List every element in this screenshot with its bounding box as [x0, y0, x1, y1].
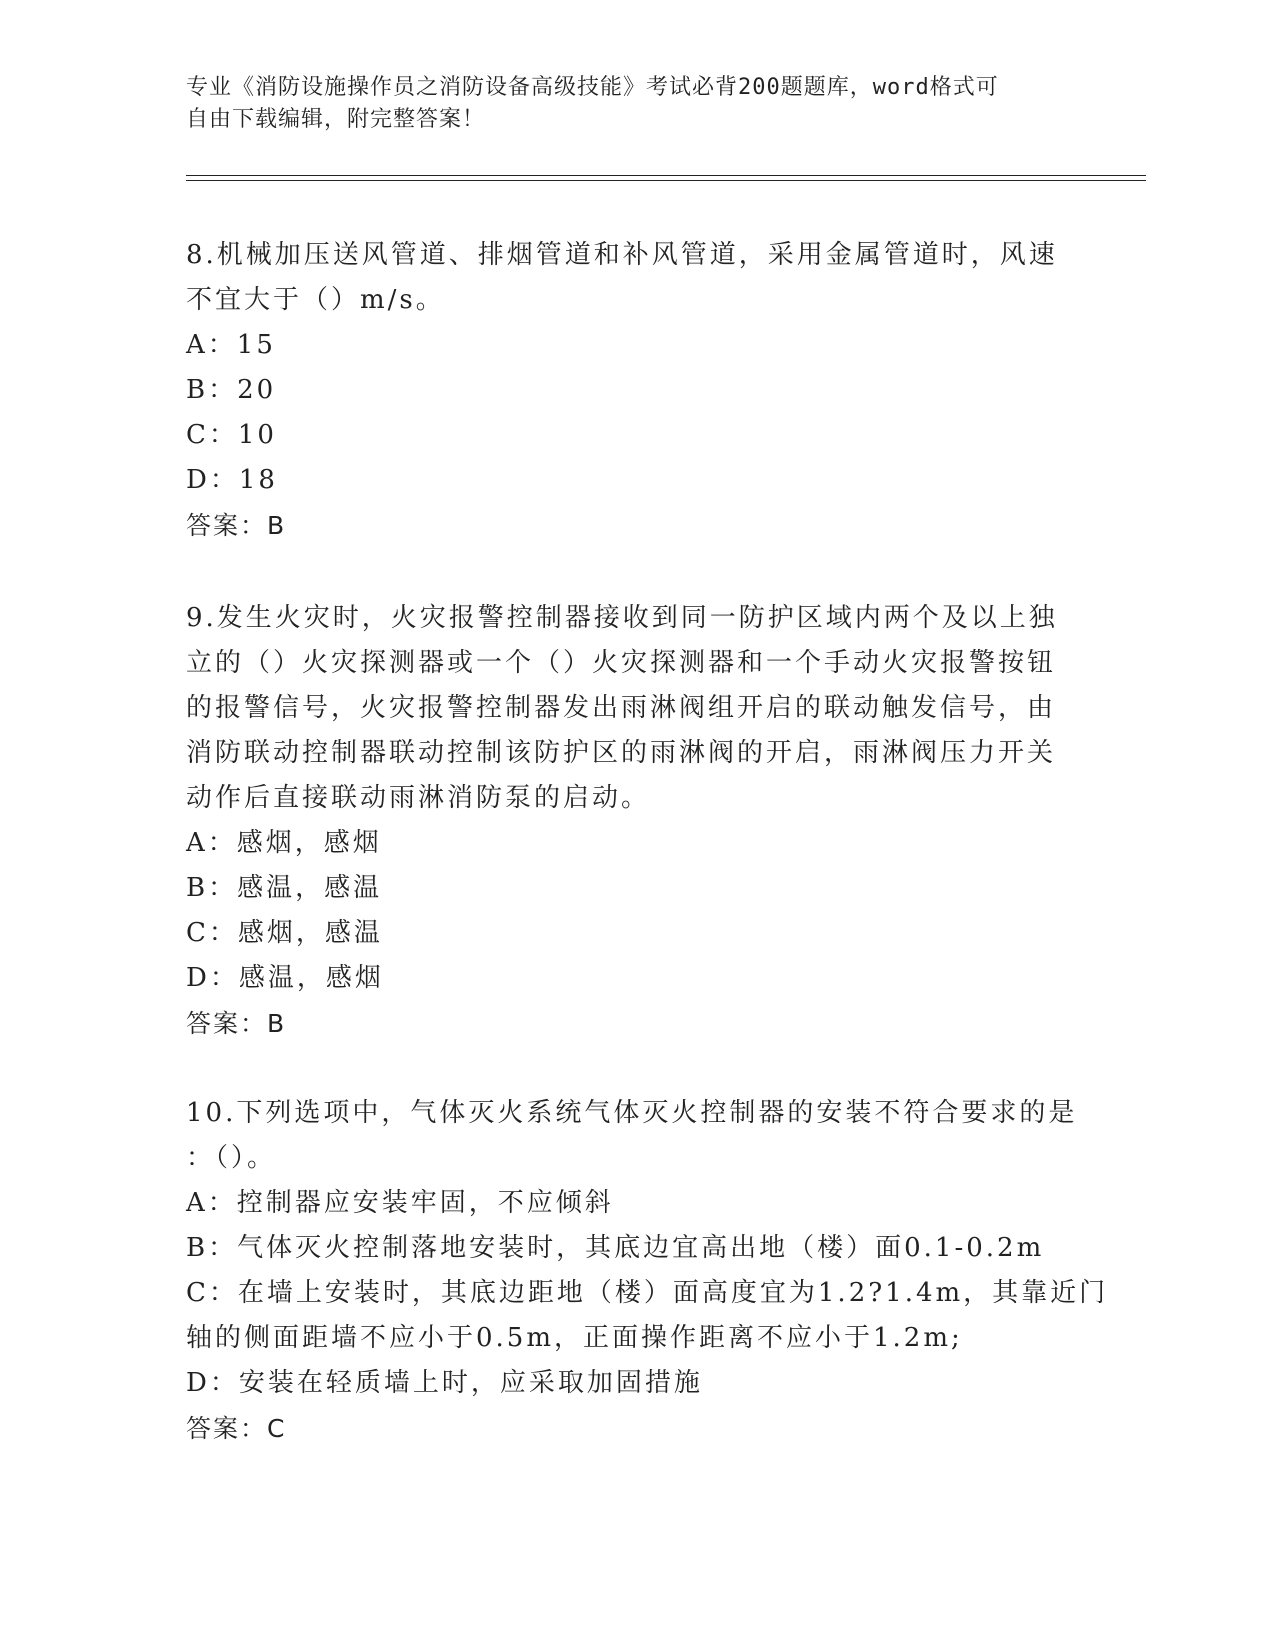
answer-label: 答案：C [186, 1414, 287, 1443]
question-stem-line: ：（）。 [186, 1143, 277, 1173]
option-b: B：气体灭火控制落地安装时，其底边宜高出地（楼）面0.1-0.2m [186, 1233, 1045, 1263]
option-c: C：在墙上安装时，其底边距地（楼）面高度宜为1.2?1.4m，其靠近门 [186, 1278, 1109, 1308]
answer-label: 答案：B [186, 1009, 287, 1038]
question-stem-line: 不宜大于（）m/s。 [186, 285, 445, 315]
question-10 [186, 1091, 1109, 1451]
option-b: B：20 [186, 375, 277, 405]
question-stem-line: 消防联动控制器联动控制该防护区的雨淋阀的开启，雨淋阀压力开关 [186, 738, 1057, 768]
question-stem-line: 9.发生火灾时，火灾报警控制器接收到同一防护区域内两个及以上独 [186, 603, 1058, 633]
question-stem-line: 动作后直接联动雨淋消防泵的启动。 [186, 783, 651, 813]
document-header [186, 72, 1066, 136]
option-a: A：控制器应安装牢固，不应倾斜 [186, 1188, 614, 1218]
option-d: D：18 [186, 465, 278, 495]
header-line: 专业《消防设施操作员之消防设备高级技能》考试必背200题题库，word格式可 [186, 75, 999, 100]
question-stem-line: 8.机械加压送风管道、排烟管道和补风管道，采用金属管道时，风速 [186, 240, 1058, 270]
option-c: C：10 [186, 420, 277, 450]
question-stem-line: 10.下列选项中，气体灭火系统气体灭火控制器的安装不符合要求的是 [186, 1098, 1078, 1128]
option-d: D：感温，感烟 [186, 963, 384, 993]
question-9 [186, 596, 1086, 1046]
header-divider [186, 175, 1146, 176]
option-c: C：感烟，感温 [186, 918, 383, 948]
option-c-continued: 轴的侧面距墙不应小于0.5m，正面操作距离不应小于1.2m; [186, 1323, 963, 1353]
header-line: 自由下载编辑，附完整答案！ [186, 107, 486, 132]
option-a: A：感烟，感烟 [186, 828, 382, 858]
option-b: B：感温，感温 [186, 873, 383, 903]
answer-label: 答案：B [186, 511, 287, 540]
option-a: A：15 [186, 330, 276, 360]
header-divider [186, 180, 1146, 181]
question-stem-line: 立的（）火灾探测器或一个（）火灾探测器和一个手动火灾报警按钮 [186, 648, 1057, 678]
question-stem-line: 的报警信号，火灾报警控制器发出雨淋阀组开启的联动触发信号，由 [186, 693, 1057, 723]
question-8 [186, 233, 1086, 548]
option-d: D：安装在轻质墙上时，应采取加固措施 [186, 1368, 703, 1398]
